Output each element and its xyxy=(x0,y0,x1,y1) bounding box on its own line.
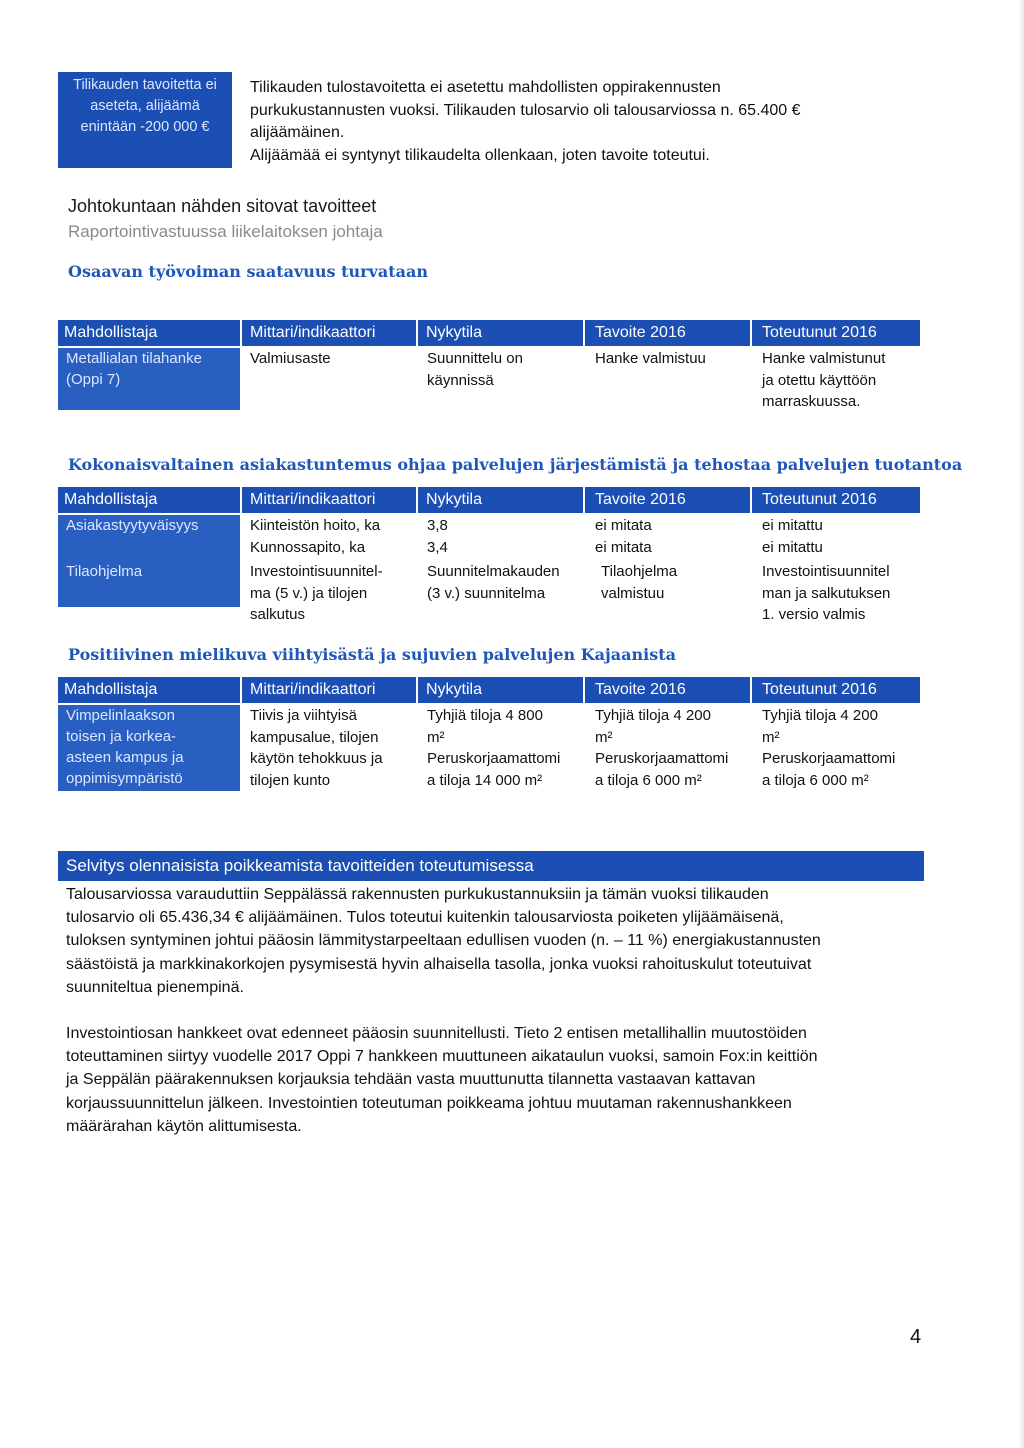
cell-indicator xyxy=(250,561,383,626)
col-header-enabler: Mahdollistaja xyxy=(64,681,158,698)
text-line: Tilikauden tulostavoitetta ei asetettu mahdollisten oppirakennusten xyxy=(250,79,721,96)
cell-line: ja otettu käyttöön xyxy=(762,371,877,389)
cell-line: valmistuu xyxy=(601,584,665,602)
cell-line: Tiivis ja viihtyisä xyxy=(250,707,357,724)
cell-line: Tyhjiä tiloja 4 200 xyxy=(595,707,711,724)
deviation-section-title: Selvitys olennaisista poikkeamista tavoitteiden toteutumisessa xyxy=(66,856,534,875)
cell-line: Tyhjiä tiloja 4 200 xyxy=(762,707,878,724)
cell-line: Suunnittelu on xyxy=(427,350,523,367)
cell-indicator xyxy=(250,515,380,558)
target-description xyxy=(250,77,801,167)
cell-realized xyxy=(762,515,823,558)
cell-line: kampusalue, tilojen xyxy=(250,728,379,746)
goals-table-customer-knowledge xyxy=(58,487,920,623)
cell-line: Investointisuunnitel xyxy=(762,563,890,580)
col-header-realized: Toteutunut 2016 xyxy=(762,324,877,341)
col-header-indicator: Mittari/indikaattori xyxy=(250,491,376,508)
section-title-image: Positiivinen mielikuva viihtyisästä ja sujuvien palvelujen Kajaanista xyxy=(68,645,676,664)
section-title-customer-knowledge: Kokonaisvaltainen asiakastuntemus ohjaa palvelujen järjestämistä ja tehostaa palvelujen tuotantoa xyxy=(68,455,963,474)
para-line: säästöistä ja markkinakorkojen pysymisestä hyvin alhaisella tasolla, jonka vuoksi rahoituskulut toteutuivat xyxy=(66,955,812,973)
cell-line: ei mitata xyxy=(595,538,652,556)
col-header-target: Tavoite 2016 xyxy=(595,491,686,508)
cell-line: Tyhjiä tiloja 4 800 xyxy=(427,707,543,724)
para-line: ja Seppälän päärakennuksen korjauksia tehdään vasta muuttunutta tilannetta vastaavan kattavan xyxy=(66,1071,756,1089)
responsibility-subheading: Raportointivastuussa liikelaitoksen johtaja xyxy=(68,222,383,241)
para-line: suunniteltua pienempinä. xyxy=(66,978,244,996)
row-label-line: Vimpelinlaakson xyxy=(66,707,175,724)
text-line: alijäämäinen. xyxy=(250,124,345,141)
col-header-enabler: Mahdollistaja xyxy=(64,491,158,508)
cell-line: Suunnitelmakauden xyxy=(427,563,560,580)
cell-line: a tiloja 14 000 m² xyxy=(427,771,543,789)
target-summary-line: aseteta, alijäämä xyxy=(90,98,200,114)
cell-line: m² xyxy=(762,728,780,746)
para-line: tulosarvio oli 65.436,34 € alijäämäinen. Tulos toteutui kuitenkin talousarviosta poiketen ylijäämäisenä, xyxy=(66,909,784,927)
target-summary-line: enintään -200 000 € xyxy=(80,119,210,135)
cell-line: a tiloja 6 000 m² xyxy=(762,771,869,789)
cell-line: ma (5 v.) ja tilojen xyxy=(250,584,368,602)
para-line: määrärahan käytön alittumisesta. xyxy=(66,1117,302,1135)
goals-table-image xyxy=(58,677,920,789)
cell-line: Tilaohjelma xyxy=(601,563,678,580)
cell-indicator xyxy=(250,705,383,791)
para-line: tuloksen syntyminen johtui pääosin lämmitystarpeeltaan edullisen vuoden (n. – 11 %) energiakustannusten xyxy=(66,932,821,950)
target-summary-box xyxy=(58,72,232,168)
cell-line: 3,8 xyxy=(427,517,448,534)
section-title-workforce: Osaavan työvoiman saatavuus turvataan xyxy=(68,262,428,281)
para-line: Talousarviossa varauduttiin Seppälässä rakennusten purkukustannuksiin ja tämän vuoksi tilikauden xyxy=(66,886,769,903)
deviation-paragraph-1 xyxy=(66,883,821,999)
col-header-target: Tavoite 2016 xyxy=(595,324,686,341)
col-header-enabler: Mahdollistaja xyxy=(64,324,158,341)
para-line: korjaussuunnittelun jälkeen. Investointien toteutuman poikkeama johtuu muutaman rakennushankkeen xyxy=(66,1094,792,1112)
para-line: toteuttaminen siirtyy vuodelle 2017 Oppi 7 hankkeen muuttuneen aikataulun vuoksi, samoin Fox:in keittiön xyxy=(66,1048,818,1066)
cell-indicator xyxy=(250,348,331,370)
cell-target xyxy=(595,515,652,558)
col-header-realized: Toteutunut 2016 xyxy=(762,491,877,508)
text-line: Alijäämää ei syntynyt tilikaudelta ollenkaan, joten tavoite toteutui. xyxy=(250,146,710,164)
cell-current xyxy=(427,348,523,391)
row-label-line: Tilaohjelma xyxy=(66,563,143,580)
cell-current xyxy=(427,561,560,604)
row-label-enabler xyxy=(58,705,240,791)
col-header-target: Tavoite 2016 xyxy=(595,681,686,698)
col-header-indicator: Mittari/indikaattori xyxy=(250,681,376,698)
cell-line: käytön tehokkuus ja xyxy=(250,750,383,767)
deviation-section-bar xyxy=(58,851,924,881)
col-header-realized: Toteutunut 2016 xyxy=(762,681,877,698)
col-header-current: Nykytila xyxy=(426,491,483,508)
cell-target xyxy=(595,348,706,370)
row-label-line: toisen ja korkea- xyxy=(66,728,177,745)
cell-line: man ja salkutuksen xyxy=(762,584,891,602)
cell-line: a tiloja 6 000 m² xyxy=(595,771,702,789)
cell-line: tilojen kunto xyxy=(250,771,331,789)
row-label-line: (Oppi 7) xyxy=(66,371,121,388)
table-header xyxy=(58,320,920,346)
row-label-line: Metallialan tilahanke xyxy=(66,350,202,367)
binding-goals-heading: Johtokuntaan nähden sitovat tavoitteet xyxy=(68,196,377,216)
row-label-line: Asiakastyytyväisyys xyxy=(66,517,199,534)
goals-table-workforce xyxy=(58,320,920,410)
col-header-current: Nykytila xyxy=(426,324,483,341)
row-label-enabler xyxy=(58,561,240,607)
cell-target xyxy=(601,561,677,604)
cell-line: m² xyxy=(595,728,613,746)
cell-line: Hanke valmistunut xyxy=(762,350,886,367)
cell-target xyxy=(595,705,728,791)
cell-line: Peruskorjaamattomi xyxy=(762,750,896,767)
cell-line: 3,4 xyxy=(427,538,448,556)
cell-line: (3 v.) suunnitelma xyxy=(427,584,546,602)
cell-line: käynnissä xyxy=(427,371,494,389)
page-number: 4 xyxy=(910,1326,922,1348)
cell-current xyxy=(427,705,560,791)
cell-line: ei mitata xyxy=(595,517,652,534)
col-header-current: Nykytila xyxy=(426,681,483,698)
cell-realized xyxy=(762,561,890,626)
cell-line: Hanke valmistuu xyxy=(595,350,706,367)
cell-line: ei mitattu xyxy=(762,538,823,556)
col-header-indicator: Mittari/indikaattori xyxy=(250,324,376,341)
cell-line: Investointisuunnitel- xyxy=(250,563,383,580)
cell-realized xyxy=(762,348,885,413)
cell-line: Peruskorjaamattomi xyxy=(427,750,561,767)
cell-line: m² xyxy=(427,728,445,746)
cell-line: salkutus xyxy=(250,606,306,623)
row-label-enabler xyxy=(58,348,240,410)
row-label-enabler xyxy=(58,515,240,561)
row-label-line: oppimisympäristö xyxy=(66,770,183,787)
para-line: Investointiosan hankkeet ovat edenneet pääosin suunnitellusti. Tieto 2 entisen metallihallin muutostöiden xyxy=(66,1025,807,1042)
text-line: purkukustannusten vuoksi. Tilikauden tulosarvio oli talousarviossa n. 65.400 € xyxy=(250,101,801,119)
table-header xyxy=(58,677,920,703)
cell-current xyxy=(427,515,448,558)
table-header xyxy=(58,487,920,513)
page-edge-shadow xyxy=(1018,0,1024,1448)
row-label-line: asteen kampus ja xyxy=(66,749,184,766)
cell-line: marraskuussa. xyxy=(762,393,861,410)
cell-line: Valmiusaste xyxy=(250,350,331,367)
cell-line: ei mitattu xyxy=(762,517,823,534)
cell-line: Kiinteistön hoito, ka xyxy=(250,517,381,534)
cell-line: Peruskorjaamattomi xyxy=(595,750,729,767)
deviation-paragraph-2 xyxy=(66,1022,818,1138)
target-summary-line: Tilikauden tavoitetta ei xyxy=(73,77,217,93)
cell-realized xyxy=(762,705,895,791)
cell-line: 1. versio valmis xyxy=(762,606,866,623)
cell-line: Kunnossapito, ka xyxy=(250,538,366,556)
